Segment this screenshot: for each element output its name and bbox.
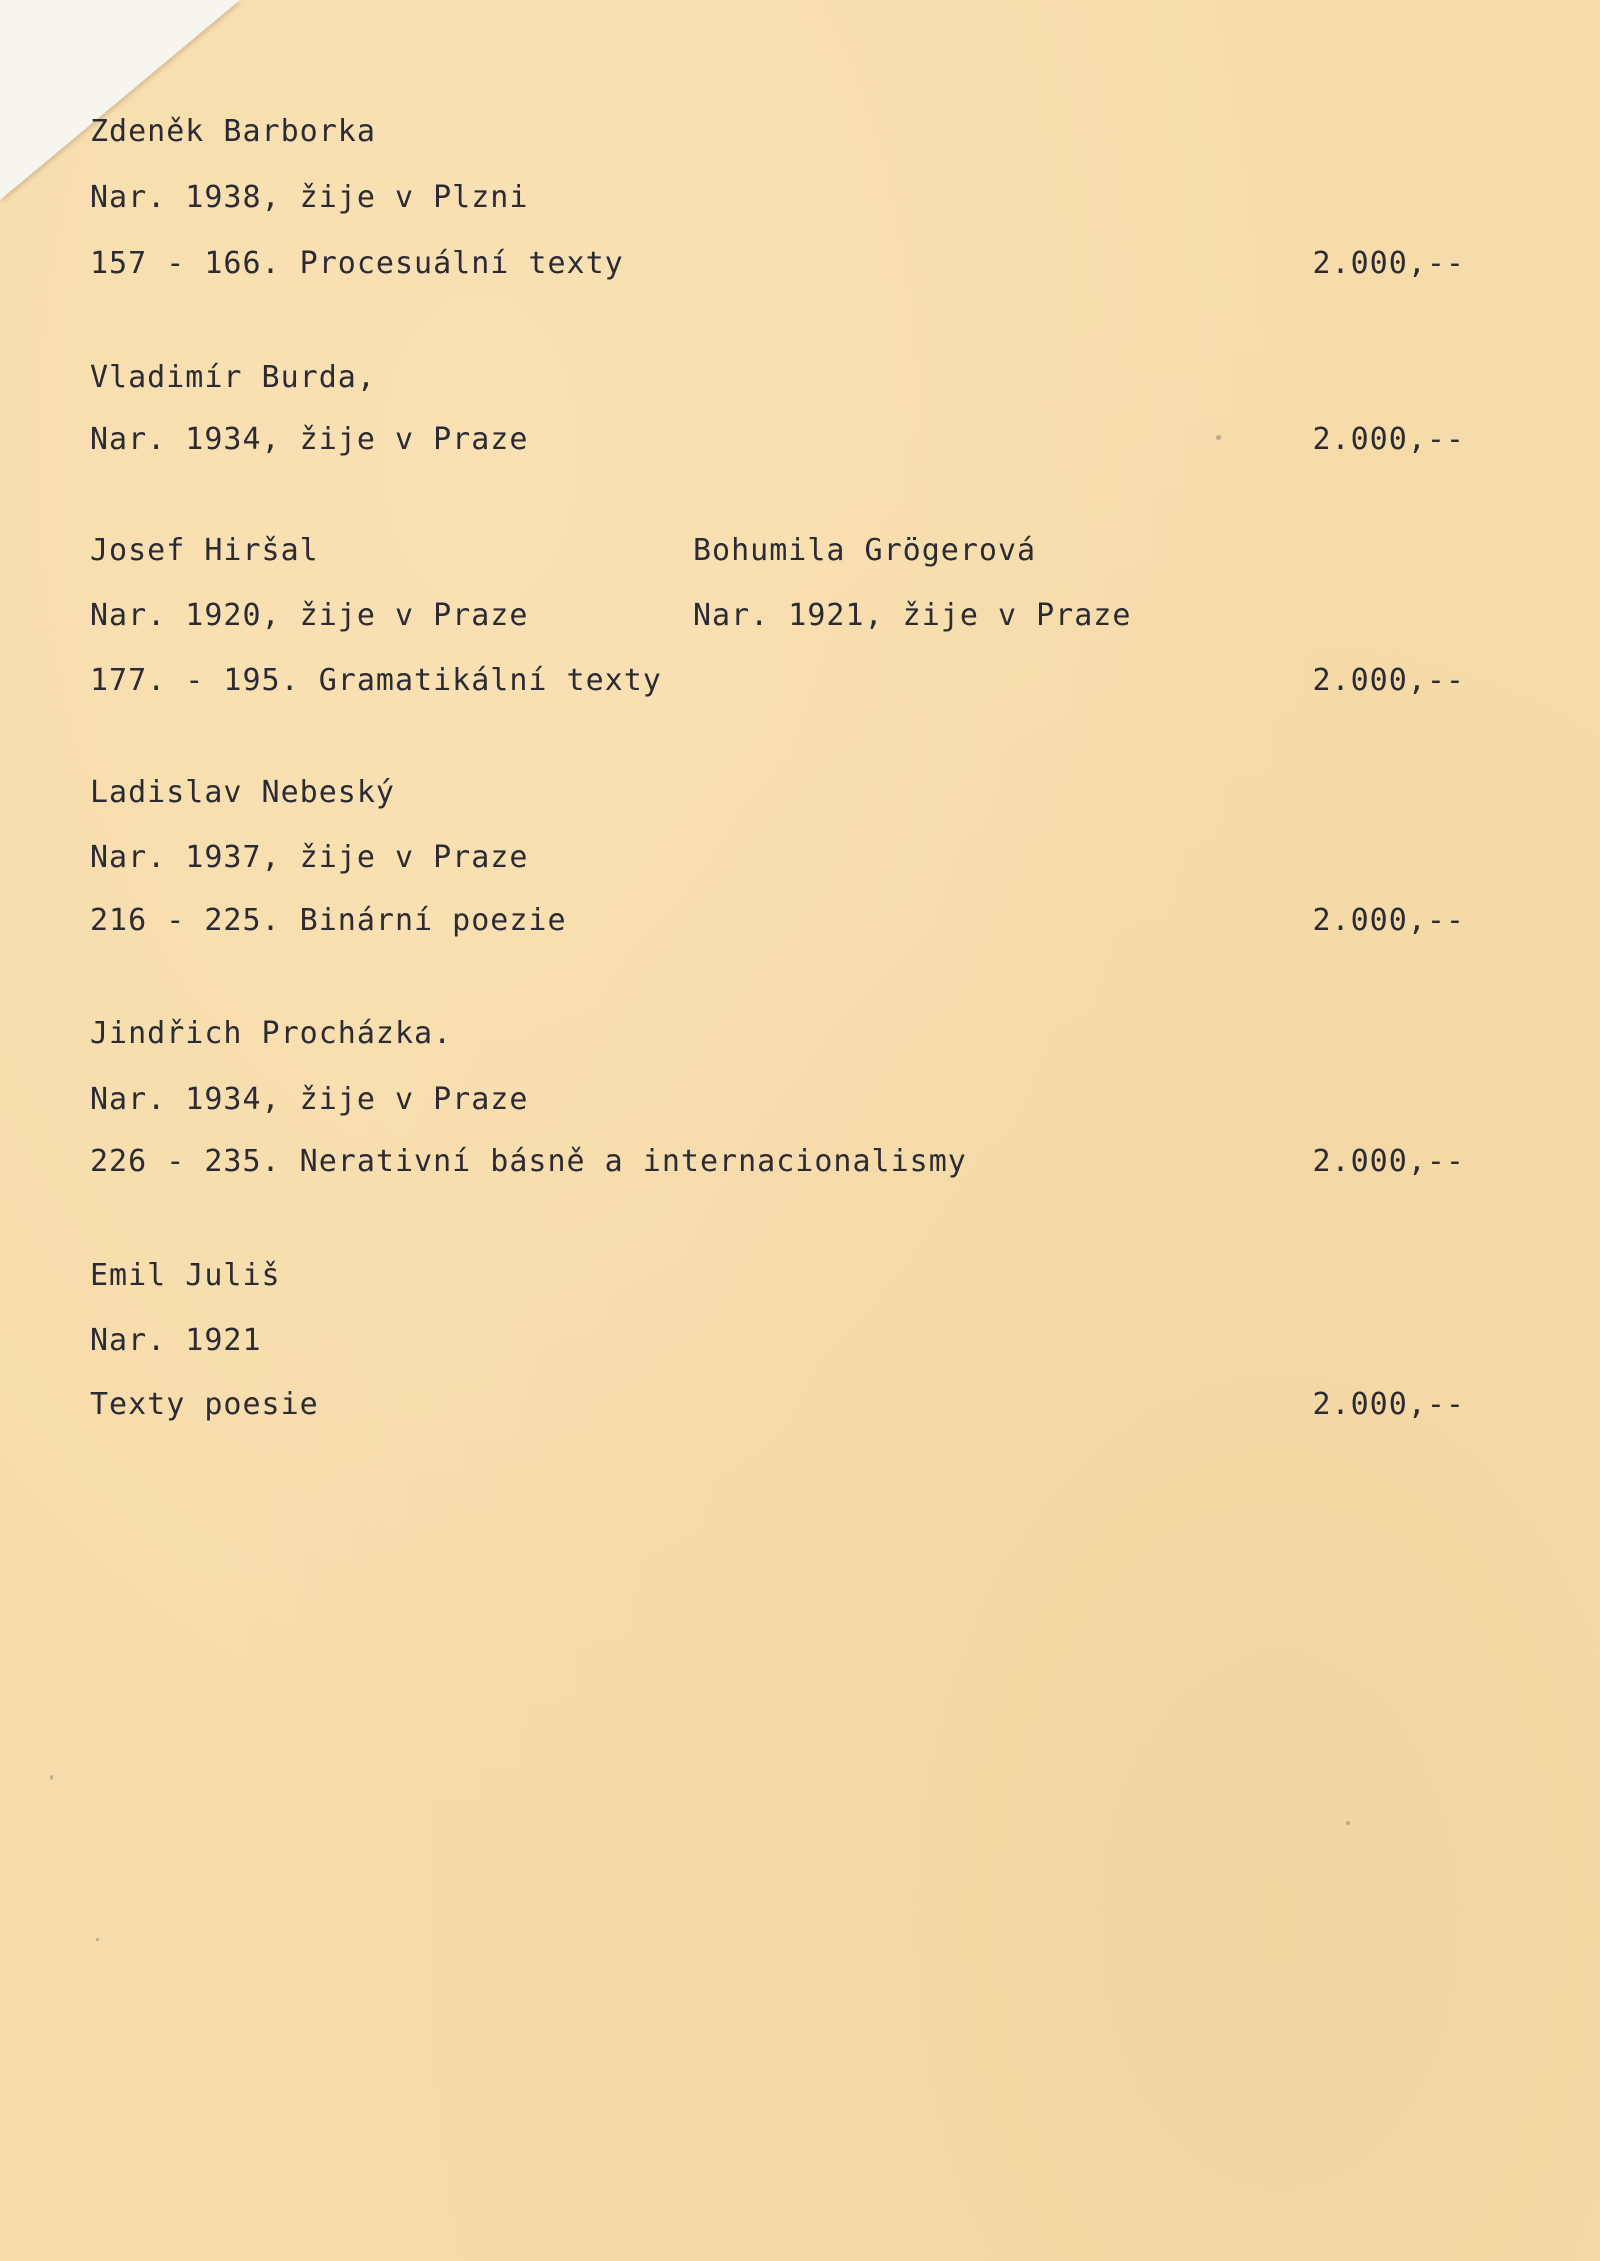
author-birth: Nar. 1921 xyxy=(90,1323,262,1358)
price: 2.000,-- xyxy=(1312,1387,1465,1422)
paper-speck xyxy=(1216,435,1221,440)
author-birth: Nar. 1920, žije v Praze xyxy=(90,598,529,633)
author-birth: Nar. 1937, žije v Praze xyxy=(90,840,529,875)
work-title: 177. - 195. Gramatikální texty xyxy=(90,663,662,698)
paper-speck xyxy=(96,1938,99,1941)
folded-corner xyxy=(0,0,240,200)
work-title: 157 - 166. Procesuální texty xyxy=(90,246,624,281)
author-name: Emil Juliš xyxy=(90,1258,281,1293)
paper-speck xyxy=(1346,1821,1350,1825)
author-birth: Nar. 1934, žije v Praze xyxy=(90,422,529,457)
author-name: Vladimír Burda, xyxy=(90,360,376,395)
coauthor-birth: Nar. 1921, žije v Praze xyxy=(693,598,1132,633)
coauthor-name: Bohumila Grögerová xyxy=(693,533,1037,568)
paper-speck xyxy=(50,1775,53,1780)
work-title: 226 - 235. Nerativní básně a internacionalismy xyxy=(90,1144,967,1179)
work-title: 216 - 225. Binární poezie xyxy=(90,903,567,938)
author-birth: Nar. 1934, žije v Praze xyxy=(90,1082,529,1117)
price: 2.000,-- xyxy=(1312,663,1465,698)
price: 2.000,-- xyxy=(1312,422,1465,457)
price: 2.000,-- xyxy=(1312,246,1465,281)
author-name: Zdeněk Barborka xyxy=(90,114,376,149)
author-name: Josef Hiršal xyxy=(90,533,319,568)
author-birth: Nar. 1938, žije v Plzni xyxy=(90,180,529,215)
author-name: Ladislav Nebeský xyxy=(90,775,395,810)
work-title: Texty poesie xyxy=(90,1387,319,1422)
author-name: Jindřich Procházka. xyxy=(90,1016,453,1051)
price: 2.000,-- xyxy=(1312,903,1465,938)
price: 2.000,-- xyxy=(1312,1144,1465,1179)
